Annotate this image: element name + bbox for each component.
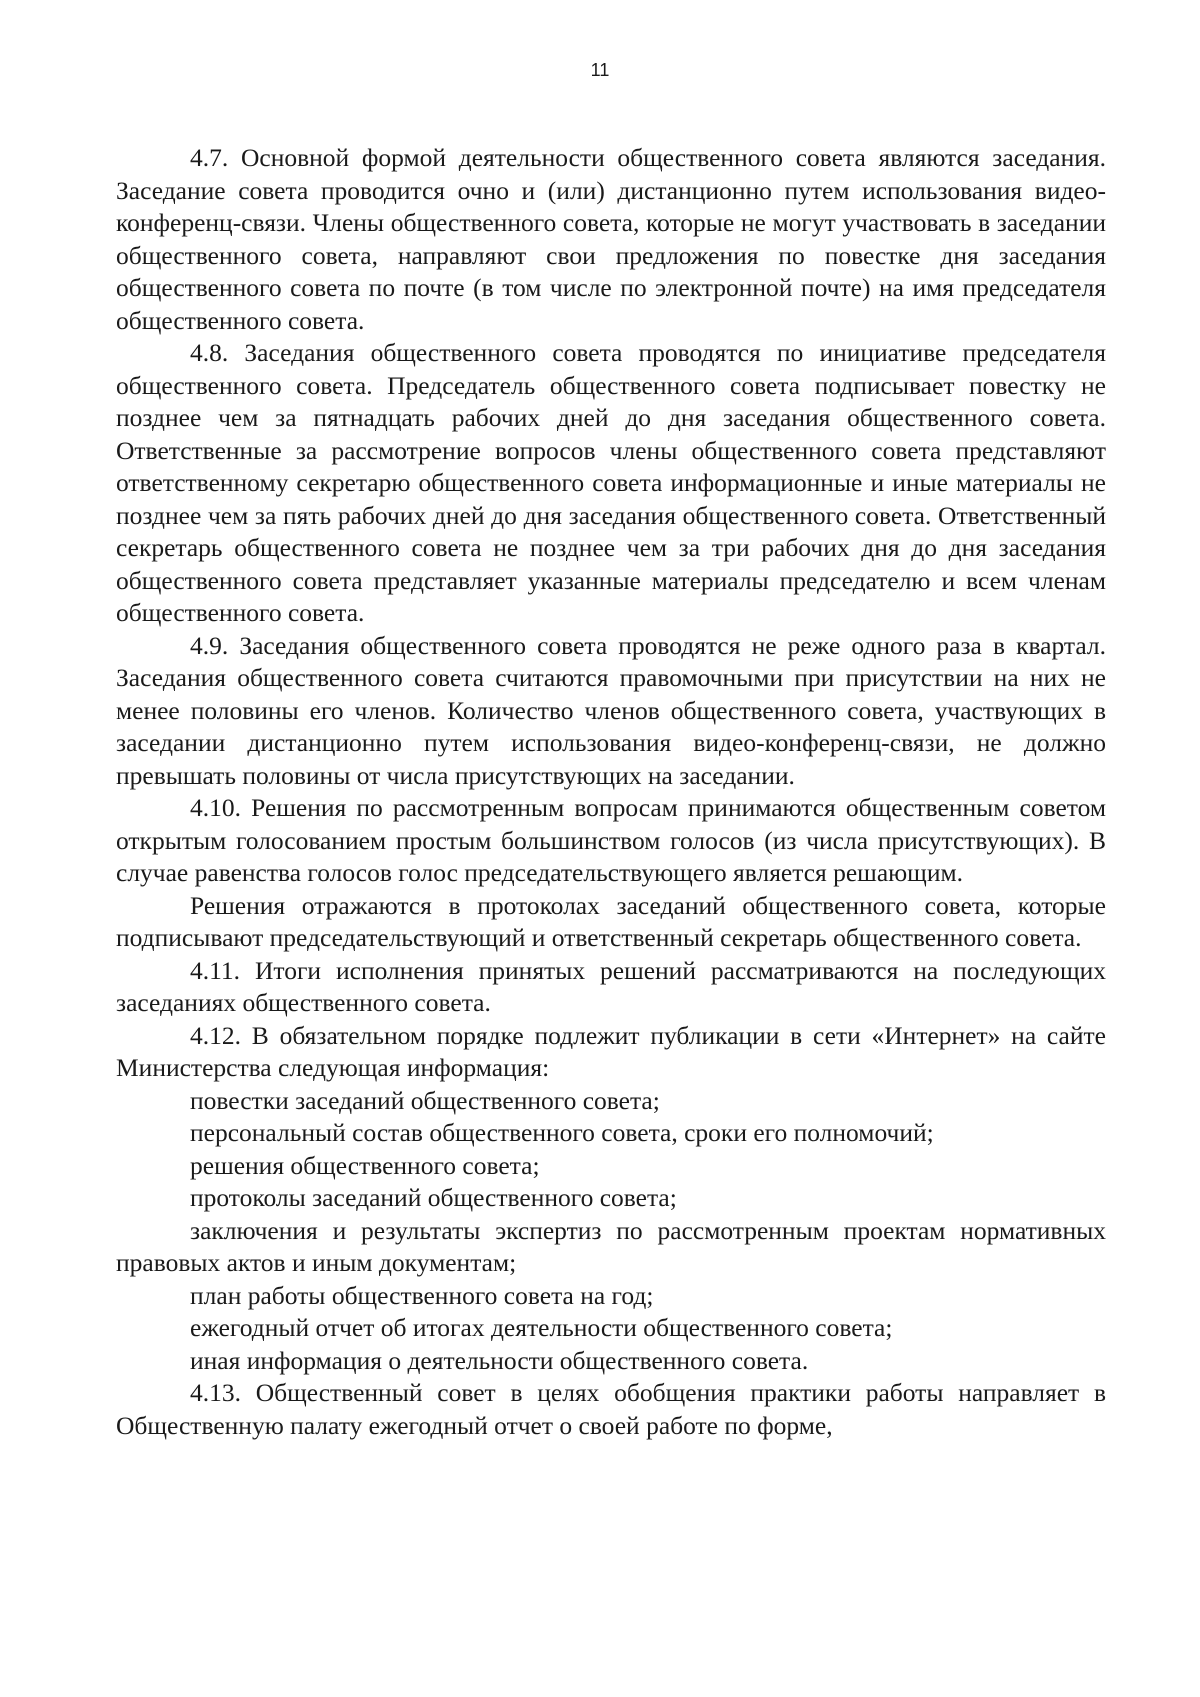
- list-item-work-plan: план работы общественного совета на год;: [190, 1280, 654, 1310]
- list-item-membership: персональный состав общественного совета, сроки его полномочий;: [190, 1118, 934, 1147]
- list-item-protocols: протоколы заседаний общественного совета;: [190, 1183, 677, 1212]
- list-item-decisions: решения общественного совета;: [190, 1150, 540, 1180]
- paragraph-4-13: 4.13. Общественный совет в целях обобщения практики работы направляет в Общественную палату ежегодный отчет о своей работе по форме,: [116, 1378, 1106, 1440]
- paragraph-4-11: 4.11. Итоги исполнения принятых решений рассматриваются на последующих заседаниях общественного совета.: [116, 955, 1106, 1017]
- list-item-expert-conclusions: заключения и результаты экспертиз по рассмотренным проектам нормативных правовых актов и иным документам;: [116, 1215, 1106, 1277]
- paragraph-4-12: 4.12. В обязательном порядке подлежит публикации в сети «Интернет» на сайте Министерства следующая информация:: [116, 1020, 1106, 1082]
- list-item-other-info: иная информация о деятельности общественного совета.: [190, 1345, 809, 1375]
- paragraph-4-9: 4.9. Заседания общественного совета проводятся не реже одного раза в квартал. Заседания общественного совета считаются правомочными при присутствии на них не менее половины его членов. Количество членов общественного совета, участвующих в заседании дистанционно путем использования видео-конференц-связи, не должно превышать половины от числа присутствующих на заседании.: [116, 630, 1106, 790]
- paragraph-4-10-decisions: Решения отражаются в протоколах заседаний общественного совета, которые подписывают председательствующий и ответственный секретарь общественного совета.: [116, 890, 1106, 952]
- paragraph-4-10: 4.10. Решения по рассмотренным вопросам принимаются общественным советом открытым голосованием простым большинством голосов (из числа присутствующих). В случае равенства голосов голос председательствующего является решающим.: [116, 793, 1106, 887]
- paragraph-4-7: 4.7. Основной формой деятельности общественного совета являются заседания. Заседание совета проводится очно и (или) дистанционно путем использования видео-конференц-связи. Члены общественного совета, которые не могут участвовать в заседании общественного совета, направляют свои предложения по повестке дня заседания общественного совета по почте (в том числе по электронной почте) на имя председателя общественного совета.: [116, 143, 1106, 335]
- paragraph-4-8: 4.8. Заседания общественного совета проводятся по инициативе председателя общественного совета. Председатель общественного совета подписывает повестку не позднее чем за пятнадцать рабочих дней до дня заседания общественного совета. Ответственные за рассмотрение вопросов члены общественного совета представляют ответственному секретарю общественного совета информационные и иные материалы не позднее чем за пять рабочих дней до дня заседания общественного совета. Ответственный секретарь общественного совета не позднее чем за три рабочих дня до дня заседания общественного совета представляет указанные материалы председателю и всем членам общественного совета.: [116, 338, 1106, 627]
- page-number: 11: [590, 60, 610, 80]
- list-item-annual-report: ежегодный отчет об итогах деятельности общественного совета;: [190, 1313, 893, 1342]
- list-item-agendas: повестки заседаний общественного совета;: [190, 1085, 660, 1115]
- document-body: [116, 142, 1106, 1442]
